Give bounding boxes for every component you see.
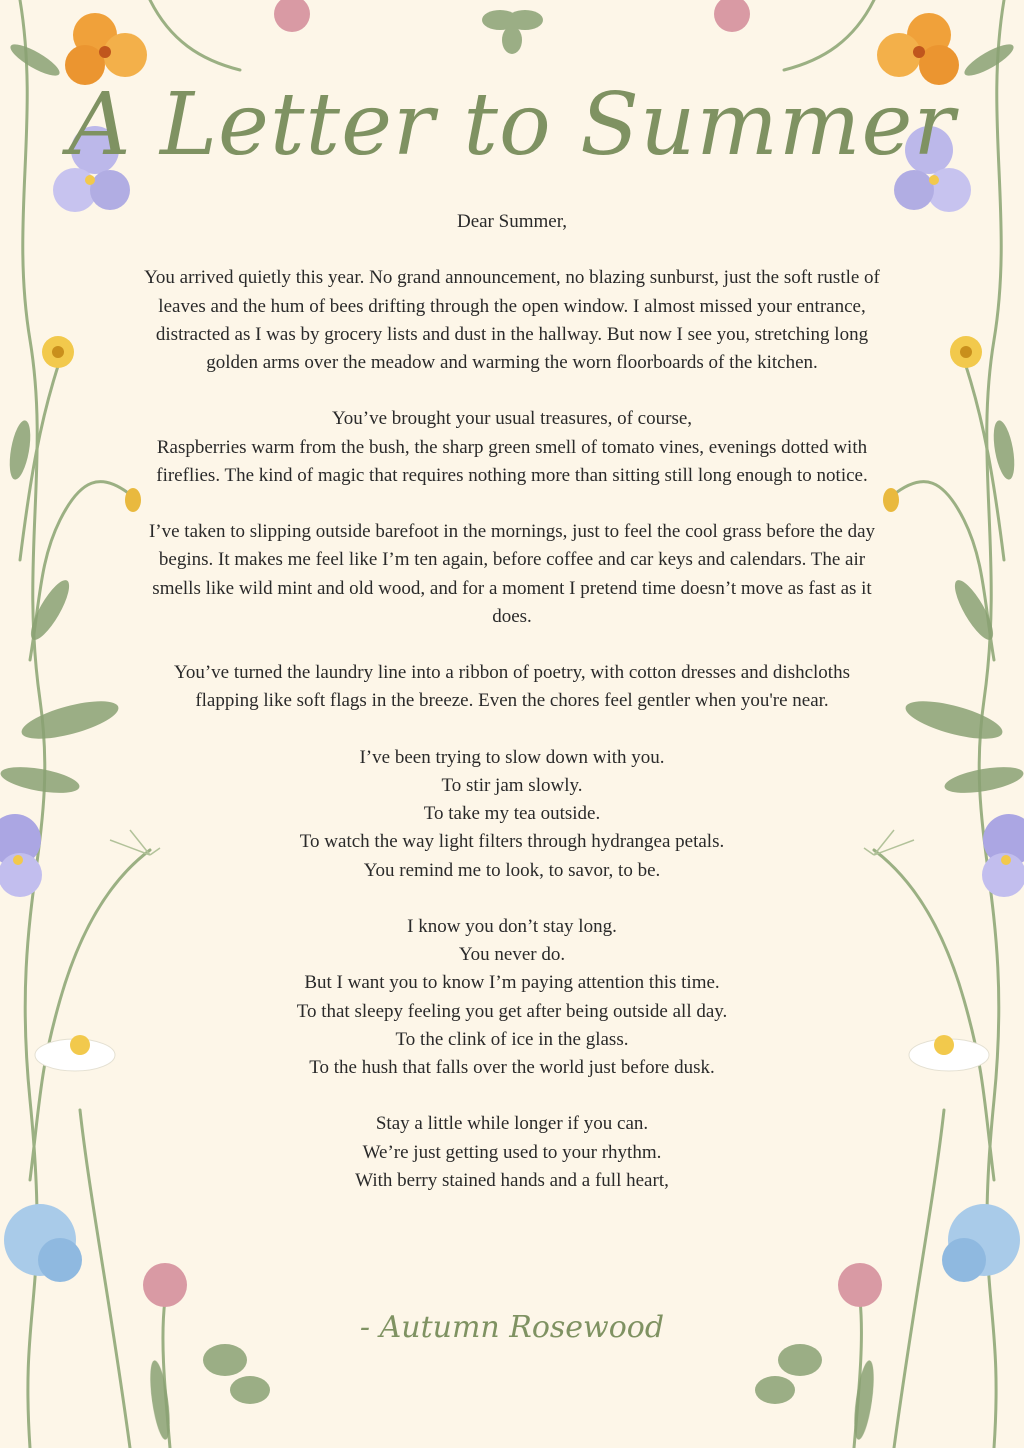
leaf-icon bbox=[502, 26, 522, 54]
leaf-icon bbox=[147, 1359, 174, 1440]
paragraph-arrival: You arrived quietly this year. No grand announcement, no blazing sunburst, just the soft rustle of leaves and the hum of bees drifting through the open window. I almost missed your entrance, distracted as I was by grocery lists and dust in the hallway. But now I see you, stretching long golden arms over the meadow and warming the worn floorboards of the kitchen. bbox=[144, 267, 880, 373]
leaf-icon bbox=[902, 694, 1006, 747]
leaf-icon bbox=[990, 419, 1018, 481]
stanza-line: Stay a little while longer if you can. bbox=[375, 1113, 649, 1135]
vine-stem bbox=[874, 850, 994, 1180]
vine-stem bbox=[30, 850, 150, 1180]
leaf-icon bbox=[755, 1376, 795, 1404]
paragraph-line: Raspberries warm from the bush, the sharp green smell of tomato vines, evenings dotted with fireflies. The kind of magic that requires nothing more than sitting still long enough to notice. bbox=[156, 436, 868, 486]
leaf-icon bbox=[18, 694, 122, 747]
paragraph-barefoot: I’ve taken to slipping outside barefoot in the mornings, just to feel the cool grass before the day begins. It makes me feel like I’m ten again, before coffee and car keys and calendars. The air smells like wild mint and old wood, and for a moment I pretend time doesn’t move as fast as it does. bbox=[148, 521, 876, 627]
stanza-line: To the clink of ice in the glass. bbox=[395, 1028, 629, 1050]
purple-pansy-icon bbox=[982, 814, 1024, 897]
letter-body bbox=[140, 208, 884, 1223]
vine-stem bbox=[892, 482, 994, 660]
stanza-line: With berry stained hands and a full heart, bbox=[355, 1169, 669, 1191]
stanza-line: But I want you to know I’m paying attention this time. bbox=[304, 972, 720, 994]
vine-stem bbox=[894, 1110, 944, 1448]
paragraph-treasures bbox=[140, 405, 884, 490]
stanza-line: You remind me to look, to savor, to be. bbox=[363, 859, 661, 881]
stanza-line: To watch the way light filters through hydrangea petals. bbox=[299, 831, 725, 853]
page-title: A Letter to Summer bbox=[68, 75, 956, 175]
leaf-icon bbox=[0, 762, 81, 798]
leaf-icon bbox=[230, 1376, 270, 1404]
purple-pansy-icon bbox=[0, 814, 42, 897]
stanza-closing bbox=[140, 1110, 884, 1195]
daisy-icon bbox=[909, 1035, 989, 1071]
stanza-slow-down bbox=[140, 744, 884, 885]
stanza-line: I’ve been trying to slow down with you. bbox=[359, 746, 665, 768]
leaf-icon bbox=[943, 762, 1024, 798]
leaf-icon bbox=[6, 419, 34, 481]
greeting: Dear Summer, bbox=[456, 211, 568, 232]
stanza-line: You never do. bbox=[458, 944, 566, 966]
stanza-line: To the hush that falls over the world just before dusk. bbox=[309, 1057, 715, 1078]
vine-stem bbox=[30, 482, 132, 660]
stanza-line: To stir jam slowly. bbox=[441, 774, 583, 796]
paragraph-laundry: You’ve turned the laundry line into a ribbon of poetry, with cotton dresses and dishcloths flapping like soft flags in the breeze. Even the chores feel gentler when you're near. bbox=[174, 662, 850, 712]
stanza-line: To take my tea outside. bbox=[423, 803, 601, 825]
stanza-line: To that sleepy feeling you get after being outside all day. bbox=[296, 1000, 728, 1022]
stanza-line: We’re just getting used to your rhythm. bbox=[362, 1141, 662, 1163]
stanza-paying-attention bbox=[140, 913, 884, 1082]
leaf-icon bbox=[851, 1359, 878, 1440]
stanza-line: I know you don’t stay long. bbox=[407, 915, 617, 937]
paragraph-line: You’ve brought your usual treasures, of course, bbox=[331, 408, 693, 430]
leaf-icon bbox=[203, 1344, 247, 1376]
signature: - Autumn Rosewood bbox=[359, 1310, 665, 1345]
vine-stem bbox=[80, 1110, 130, 1448]
daisy-icon bbox=[35, 1035, 115, 1071]
leaf-icon bbox=[778, 1344, 822, 1376]
